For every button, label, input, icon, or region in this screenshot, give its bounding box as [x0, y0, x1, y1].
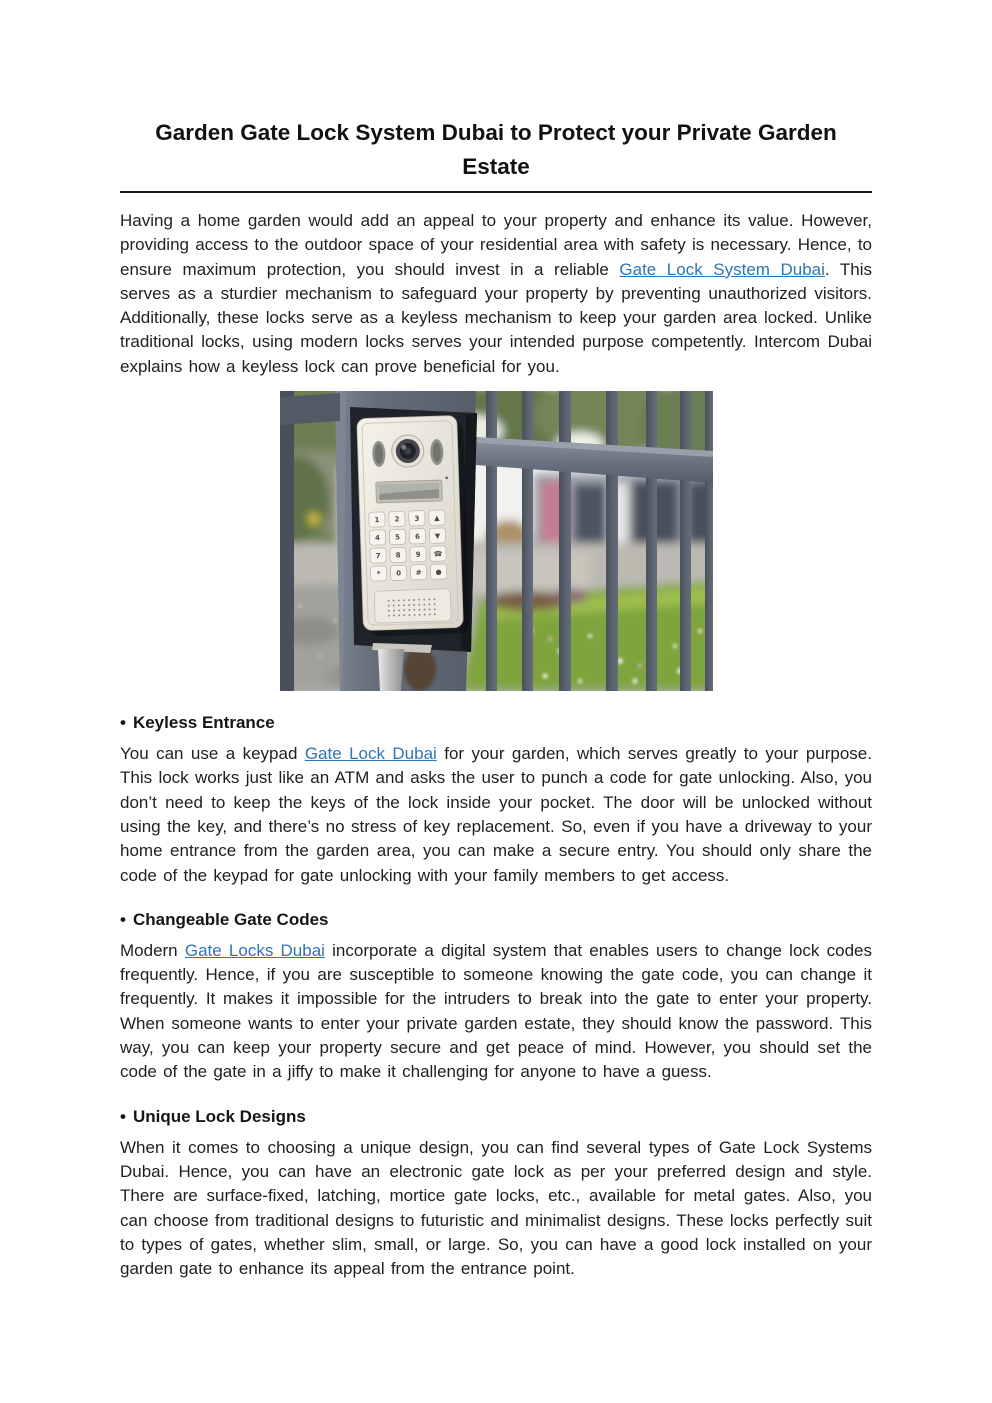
section-heading-keyless-entrance	[120, 713, 872, 733]
keyless-entrance-paragraph	[120, 742, 872, 888]
key-6: 6	[414, 532, 420, 541]
section-heading-text: Changeable Gate Codes	[132, 909, 329, 929]
intro-text-before: Having a home garden would add an appeal to your property and enhance its value. However, providing access to the outdoor space of your residential area with safety is necessary. Hence, to ensure maximum protection, you should invest in a reliable	[120, 211, 872, 279]
gate-locks-dubai-link[interactable]: Gate Locks Dubai	[184, 940, 325, 960]
key-hash: #	[415, 568, 422, 577]
section-text-after: incorporate a digital system that enables users to change lock codes frequently. Hence, if you are susceptible to someone knowing the gate code, you can change it frequently. It makes it impossible for the intruders to break into the gate to enter your property. When someone wants to enter your private garden estate, they should know the password. This way, you can keep your property secure and get peace of mind. However, you should set the code of the gate in a jiffy to make it challenging for anyone to have a guess.	[120, 940, 872, 1082]
key-down-icon: ▼	[434, 532, 440, 541]
gate-lock-photo	[280, 391, 713, 691]
section-text-after: for your garden, which serves greatly to your purpose. This lock works just like an ATM and asks the user to punch a code for gate unlocking. Also, you don’t need to keep the keys of the lock inside your pocket. The door will be unlocked without using the key, and there’s no stress of key replacement. So, even if you have a driveway to your home entrance from the garden area, you can make a secure entry. You should only share the code of the keypad for gate unlocking with your family members to get access.	[120, 744, 872, 885]
key-up-icon: ▲	[433, 514, 440, 523]
key-call-icon: ☎	[433, 550, 443, 559]
key-2: 2	[393, 515, 400, 524]
bullet-icon: •	[120, 1106, 126, 1126]
page-title: Garden Gate Lock System Dubai to Protect your Private Garden Estate	[155, 120, 837, 179]
gate-lock-dubai-link[interactable]: Gate Lock Dubai	[304, 744, 437, 764]
section-heading-text: Keyless Entrance	[132, 713, 275, 733]
section-text-before: When it comes to choosing a unique design, you can find several types of Gate Lock Systems Dubai. Hence, you can have an electronic gate lock as per your preferred design and style. There are surface-fixed, latching, mortice gate locks, etc., available for metal gates. Also, you can choose from traditional designs to futuristic and minimalist designs. These locks perfectly suit to types of gates, whether slim, small, or large. So, you can have a good lock installed on your garden gate to enhance its appeal from the entrance point.	[120, 1137, 872, 1279]
intercom-unit	[356, 415, 469, 636]
title-divider	[120, 191, 872, 193]
unique-lock-designs-paragraph	[120, 1136, 872, 1282]
key-star: *	[376, 570, 381, 579]
key-bell-icon: ●	[434, 568, 442, 577]
key-0: 0	[395, 569, 401, 578]
lcd-display	[375, 480, 442, 503]
gate-lock-photo-illustration	[280, 391, 713, 691]
key-7: 7	[375, 552, 381, 561]
key-8: 8	[395, 551, 401, 560]
gate-lock-system-dubai-link[interactable]: Gate Lock System Dubai	[619, 259, 825, 279]
section-heading-changeable-gate-codes	[120, 910, 872, 930]
intro-text-after: . This serves as a sturdier mechanism to safeguard your property by preventing unauthorized visitors. Additionally, these locks serve as a keyless mechanism to keep your garden area locked. Unlike traditional locks, using modern locks serves your intended purpose competently. Intercom Dubai explains how a keyless lock can prove beneficial for you.	[120, 259, 872, 376]
bullet-icon: •	[120, 909, 126, 929]
key-5: 5	[394, 533, 400, 542]
section-text-before: You can use a keypad	[120, 744, 305, 764]
bullet-icon: •	[120, 713, 126, 733]
section-text-before: Modern	[120, 940, 185, 960]
key-3: 3	[413, 514, 419, 523]
key-1: 1	[373, 516, 380, 525]
speaker-grille	[374, 589, 451, 623]
key-4: 4	[374, 534, 380, 543]
key-9: 9	[415, 550, 421, 559]
section-heading-text: Unique Lock Designs	[132, 1106, 306, 1126]
section-heading-unique-lock-designs	[120, 1107, 872, 1127]
changeable-gate-codes-paragraph	[120, 939, 872, 1085]
intro-paragraph	[120, 209, 872, 379]
